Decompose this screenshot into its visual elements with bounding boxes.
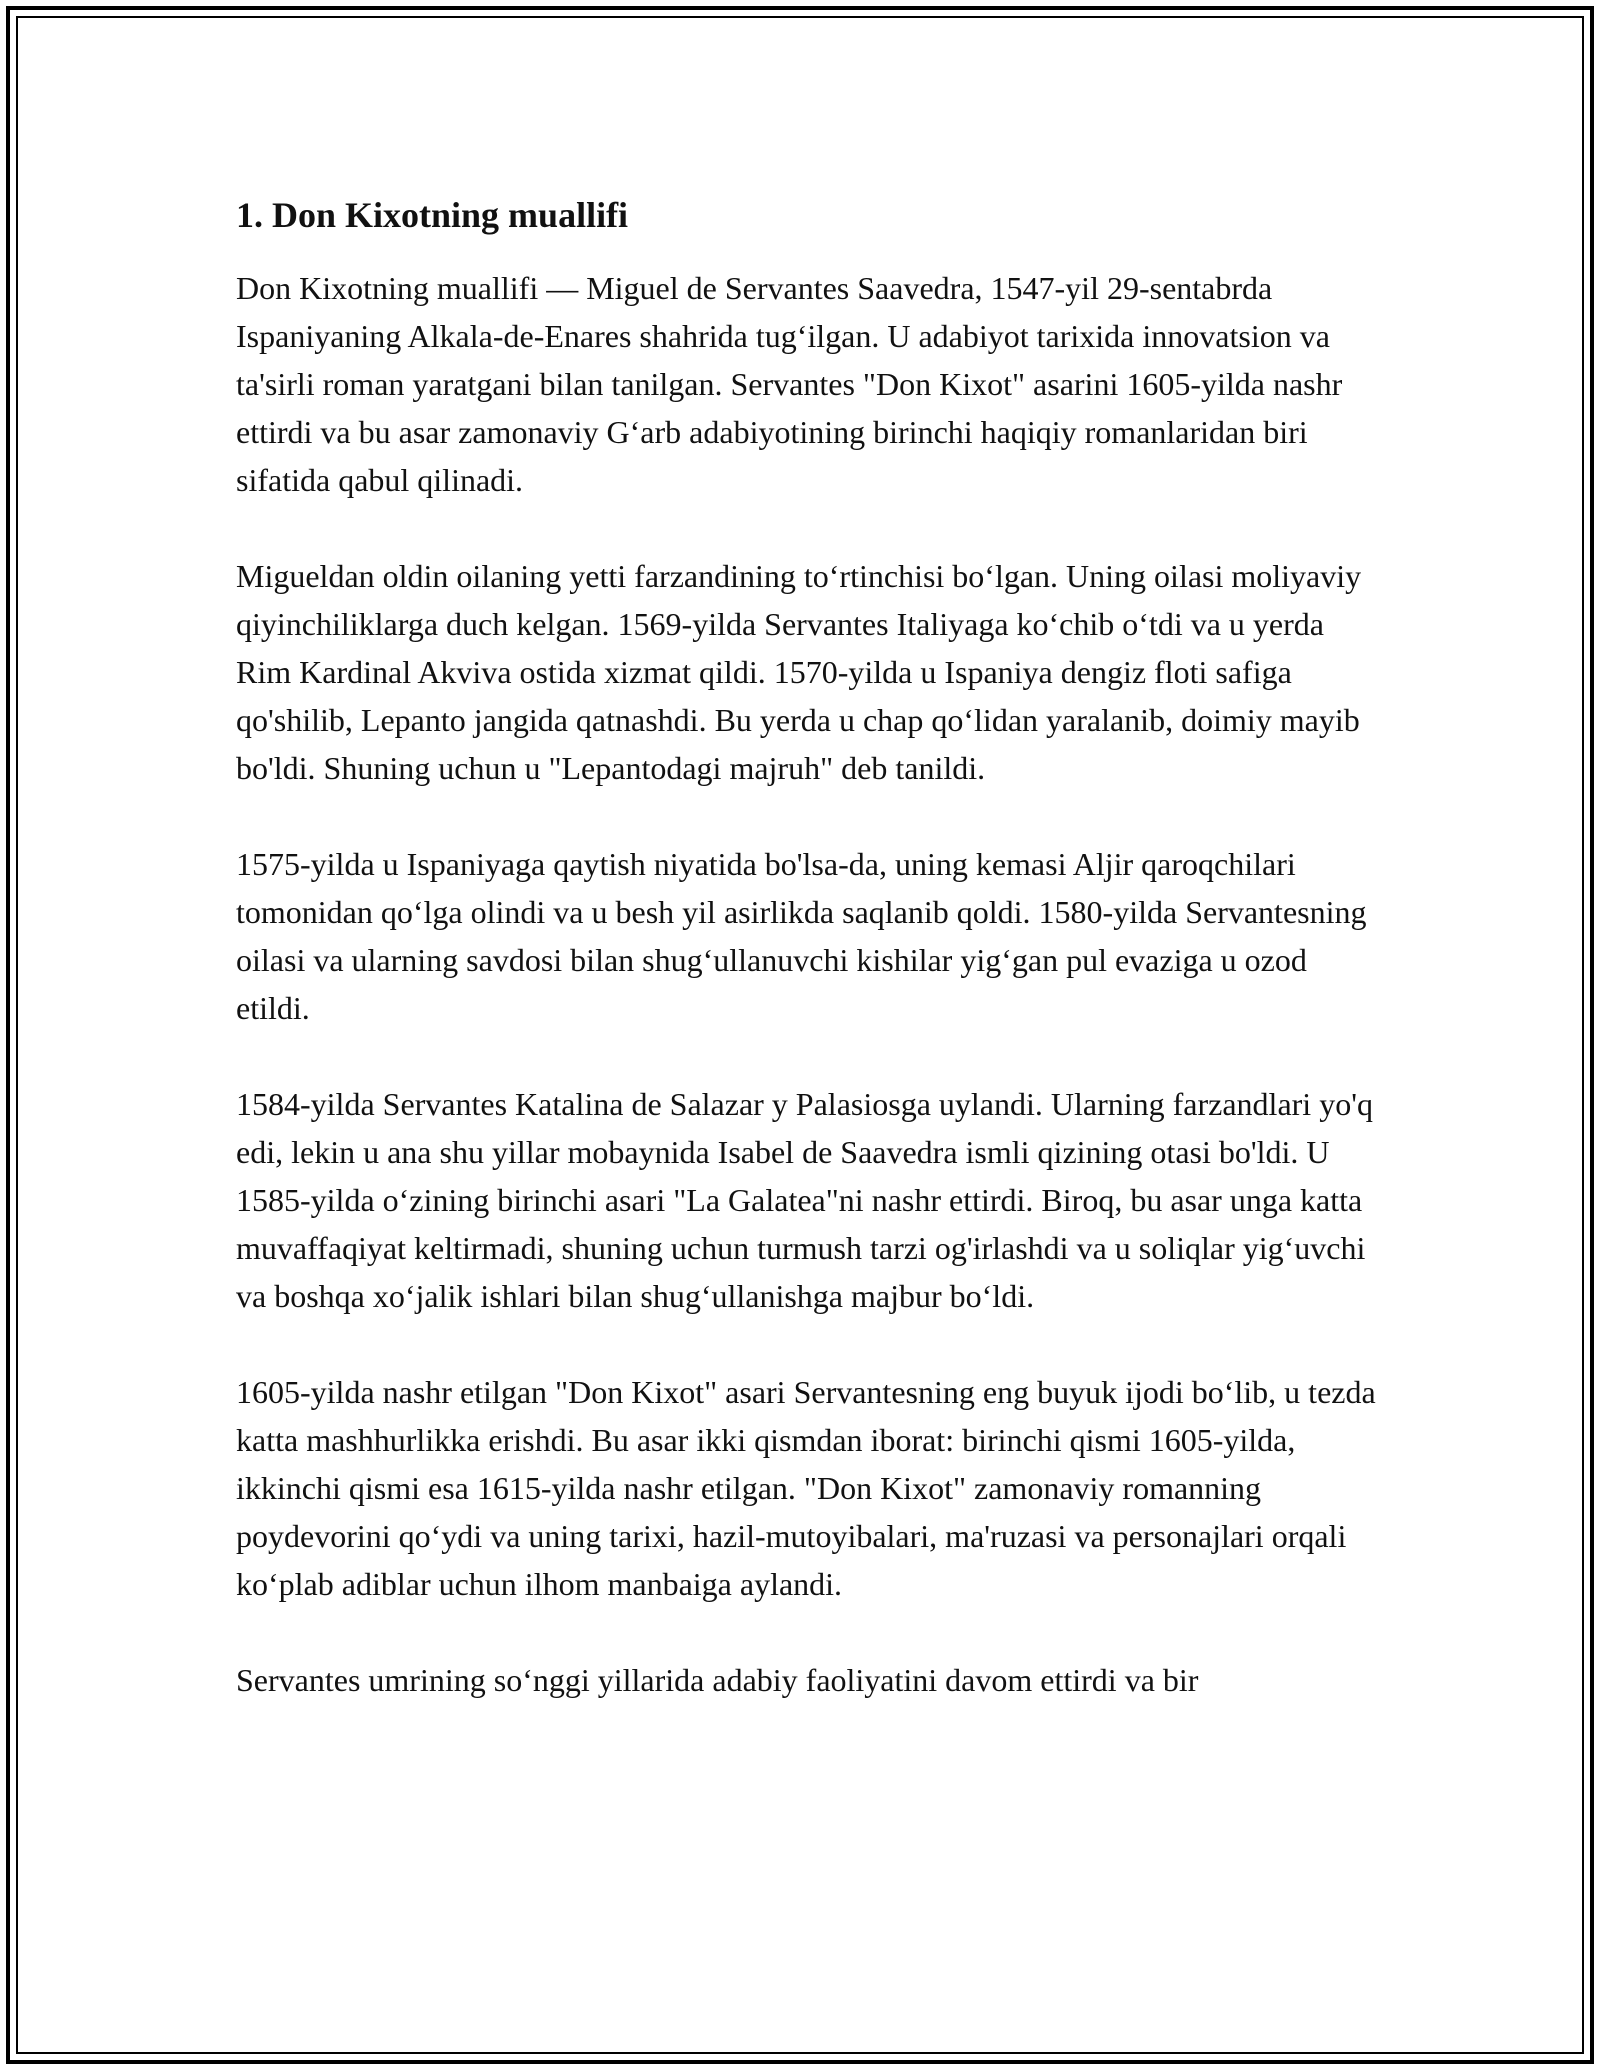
paragraph-2: Migueldan oldin oilaning yetti farzandining to‘rtinchisi bo‘lgan. Uning oilasi moliyaviy qiyinchiliklarga duch kelgan. 1569-yilda Servantes Italiyaga ko‘chib o‘tdi va u yerda Rim Kardinal Akviva ostida xizmat qildi. 1570-yilda u Ispaniya dengiz floti safiga qo'shilib, Lepanto jangida qatnashdi. Bu yerda u chap qo‘lidan yaralanib, doimiy mayib bo'ldi. Shuning uchun u "Lepantodagi majruh" deb tanildi. [236,558,1362,786]
paragraph-1: Don Kixotning muallifi — Miguel de Servantes Saavedra, 1547-yil 29-sentabrda Ispaniyaning Alkala-de-Enares shahrida tug‘ilgan. U adabiyot tarixida innovatsion va ta'sirli roman yaratgani bilan tanilgan. Servantes "Don Kixot" asarini 1605-yilda nashr ettirdi va bu asar zamonaviy G‘arb adabiyotining birinchi haqiqiy romanlaridan biri sifatida qabul qilinadi. [236,270,1343,498]
paragraph-4: 1584-yilda Servantes Katalina de Salazar y Palasiosga uylandi. Ularning farzandlari yo'q edi, lekin u ana shu yillar mobaynida Isabel de Saavedra ismli qizining otasi bo'ldi. U 1585-yilda o‘zining birinchi asari "La Galatea"ni nashr ettirdi. Biroq, bu asar unga katta muvaffaqiyat keltirmadi, shuning uchun turmush tarzi og'irlashdi va u soliqlar yig‘uvchi va boshqa xo‘jalik ishlari bilan shug‘ullanishga majbur bo‘ldi. [236,1086,1373,1314]
paragraph-3: 1575-yilda u Ispaniyaga qaytish niyatida bo'lsa-da, uning kemasi Aljir qaroqchilari tomonidan qo‘lga olindi va u besh yil asirlikda saqlanib qoldi. 1580-yilda Servantesning oilasi va ularning savdosi bilan shug‘ullanuvchi kishilar yig‘gan pul evaziga u ozod etildi. [236,846,1367,1026]
paragraph-5: 1605-yilda nashr etilgan "Don Kixot" asari Servantesning eng buyuk ijodi bo‘lib, u tezda katta mashhurlikka erishdi. Bu asar ikki qismdan iborat: birinchi qismi 1605-yilda, ikkinchi qismi esa 1615-yilda nashr etilgan. "Don Kixot" zamonaviy romanning poydevorini qo‘ydi va uning tarixi, hazil-mutoyibalari, ma'ruzasi va personajlari orqali ko‘plab adiblar uchun ilhom manbaiga aylandi. [236,1374,1376,1602]
section-heading: 1. Don Kixotning muallifi [236,195,629,235]
paragraph-6: Servantes umrining so‘nggi yillarida adabiy faoliyatini davom ettirdi va bir [236,1662,1199,1698]
document-body [236,188,1376,1752]
